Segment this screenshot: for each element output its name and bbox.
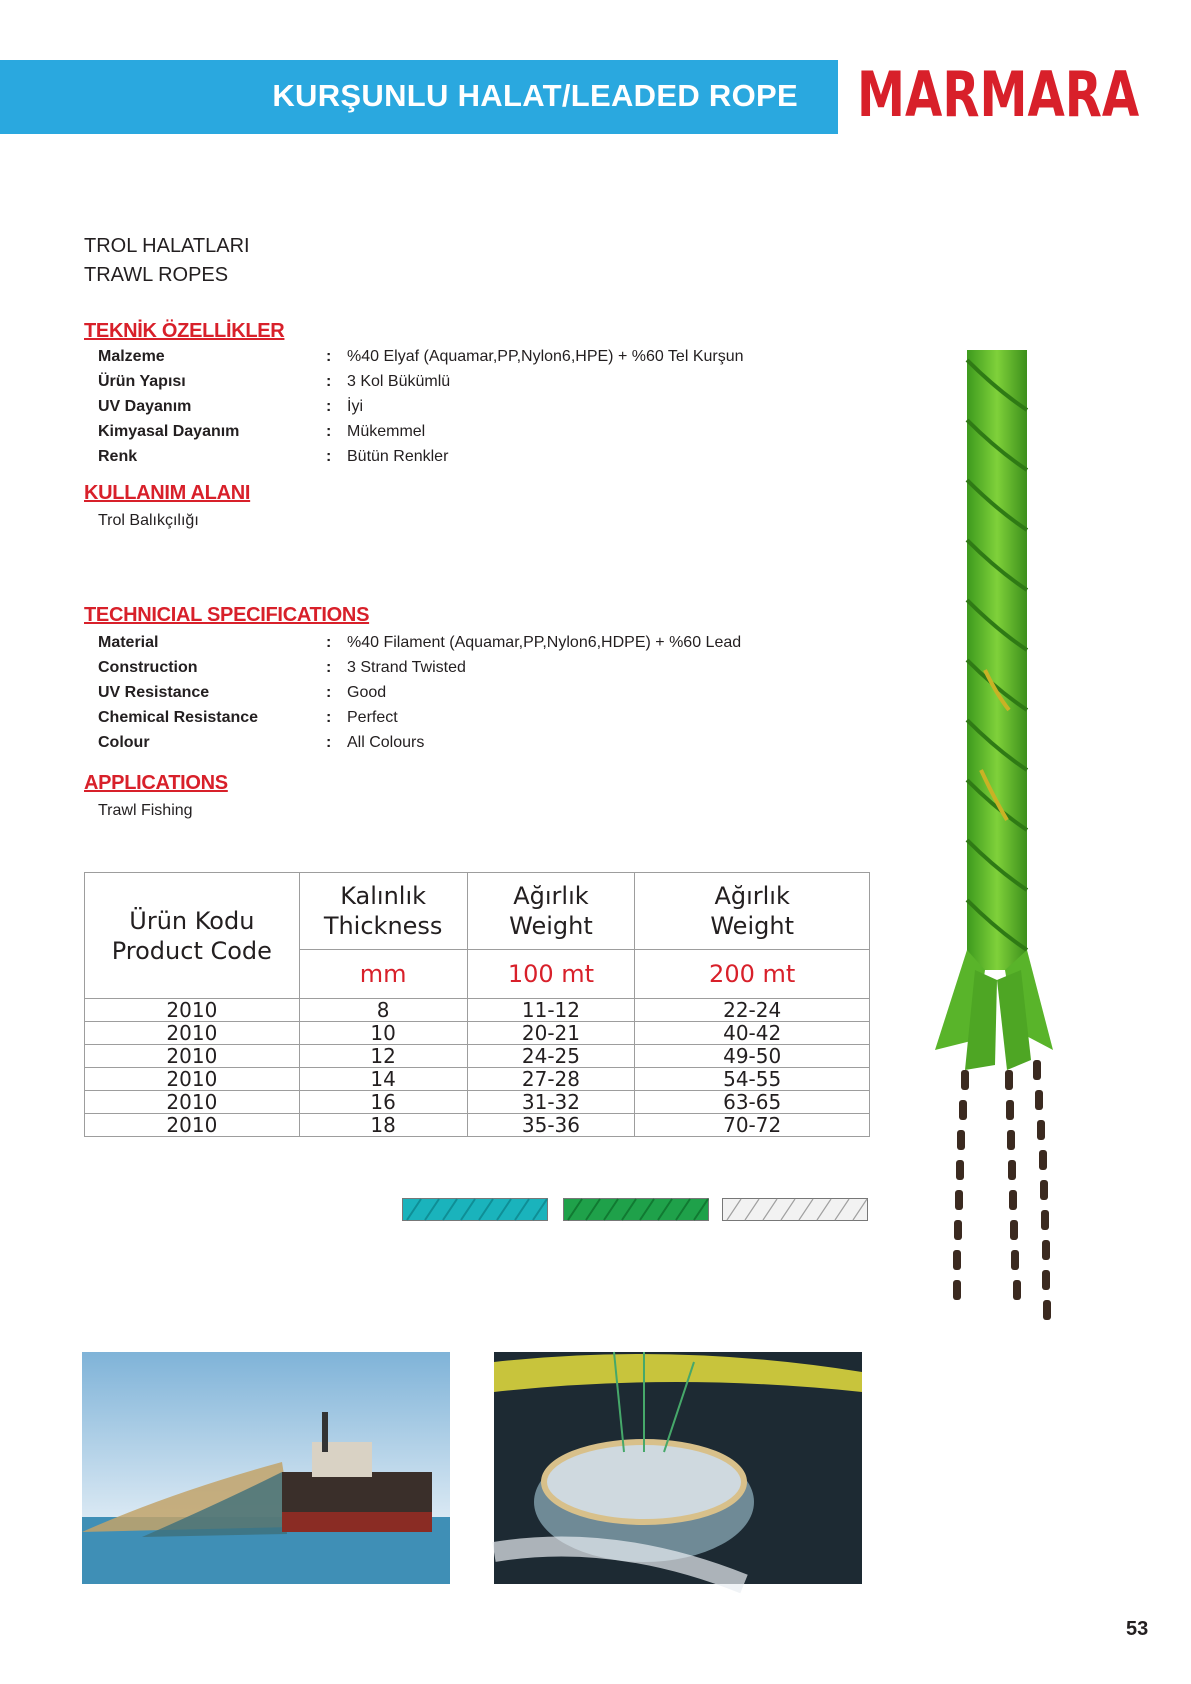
header-weight-100-en: Weight (509, 912, 593, 940)
spec-label: Material (98, 634, 159, 651)
cell-code: 2010 (85, 1091, 300, 1114)
cell-weight-100: 31-32 (467, 1091, 635, 1114)
cell-weight-200: 54-55 (635, 1068, 870, 1091)
spec-value: Mükemmel (347, 423, 426, 440)
swatch-white (722, 1198, 868, 1221)
spec-value: İyi (347, 398, 363, 415)
spec-row (98, 634, 798, 659)
spec-row (98, 398, 798, 423)
rope-swatch-green-icon (564, 1199, 708, 1220)
spec-label: Chemical Resistance (98, 709, 259, 726)
cell-weight-100: 35-36 (467, 1114, 635, 1137)
spec-colon: : (326, 709, 332, 726)
spec-colon: : (326, 423, 332, 440)
spec-value: 3 Kol Bükümlü (347, 373, 451, 390)
spec-colon: : (326, 348, 332, 365)
cell-thickness: 12 (299, 1045, 467, 1068)
header-weight-100-tr: Ağırlık (513, 882, 589, 910)
cell-weight-100: 11-12 (467, 999, 635, 1022)
spec-row (98, 659, 798, 684)
spec-label: Construction (98, 659, 198, 676)
cell-thickness: 8 (299, 999, 467, 1022)
page-title: KURŞUNLU HALAT/LEADED ROPE (272, 78, 798, 113)
spec-value: %40 Elyaf (Aquamar,PP,Nylon6,HPE) + %60 Tel Kurşun (347, 348, 744, 365)
spec-label: Colour (98, 734, 150, 751)
unit-weight-200: 200 mt (635, 950, 870, 999)
table-row (85, 999, 870, 1022)
spec-row (98, 734, 798, 759)
product-table (84, 872, 870, 1137)
unit-thickness: mm (299, 950, 467, 999)
tr-usage-text: Trol Balıkçılığı (98, 512, 199, 529)
tr-specs-title: TEKNİK ÖZELLİKLER (84, 320, 285, 342)
svg-text:MARMARA: MARMARA (857, 59, 1140, 132)
header-weight-200 (635, 873, 870, 950)
en-specs-title: TECHNICIAL SPECIFICATIONS (84, 604, 370, 626)
cell-thickness: 14 (299, 1068, 467, 1091)
spec-label: UV Dayanım (98, 398, 192, 415)
spec-colon: : (326, 659, 332, 676)
page-number: 53 (1126, 1618, 1149, 1640)
spec-colon: : (326, 398, 332, 415)
spec-colon: : (326, 634, 332, 651)
cell-weight-200: 63-65 (635, 1091, 870, 1114)
cell-weight-200: 22-24 (635, 999, 870, 1022)
marmara-logo-icon (857, 59, 1141, 132)
spec-label: Malzeme (98, 348, 165, 365)
en-usage-title: APPLICATIONS (84, 772, 228, 794)
rope-image (935, 350, 1095, 1365)
spec-label: Renk (98, 448, 138, 465)
cell-weight-200: 49-50 (635, 1045, 870, 1068)
cell-weight-100: 27-28 (467, 1068, 635, 1091)
cell-weight-100: 24-25 (467, 1045, 635, 1068)
table-row (85, 1022, 870, 1045)
cell-thickness: 10 (299, 1022, 467, 1045)
table-row (85, 1114, 870, 1137)
spec-colon: : (326, 373, 332, 390)
spec-row (98, 684, 798, 709)
spec-value: All Colours (347, 734, 425, 751)
spec-colon: : (326, 684, 332, 701)
spec-colon: : (326, 448, 332, 465)
header-code-tr: Ürün Kodu (129, 906, 255, 935)
cell-weight-200: 40-42 (635, 1022, 870, 1045)
spec-row (98, 373, 798, 398)
cell-weight-200: 70-72 (635, 1114, 870, 1137)
swatch-green (563, 1198, 709, 1221)
spec-value: Bütün Renkler (347, 448, 449, 465)
header-thickness-en: Thickness (323, 912, 443, 940)
cell-weight-100: 20-21 (467, 1022, 635, 1045)
cell-code: 2010 (85, 1045, 300, 1068)
table-row (85, 1068, 870, 1091)
tr-usage-title: KULLANIM ALANI (84, 482, 251, 504)
brand-logo (857, 59, 1141, 134)
fish-net-photo (494, 1352, 862, 1584)
spec-value: Good (347, 684, 387, 701)
spec-label: Kimyasal Dayanım (98, 423, 240, 440)
spec-row (98, 348, 798, 373)
spec-row (98, 448, 798, 473)
rope-swatch-white-icon (723, 1199, 867, 1220)
cell-code: 2010 (85, 1022, 300, 1045)
spec-label: UV Resistance (98, 684, 210, 701)
header-code-en: Product Code (111, 936, 272, 965)
cell-thickness: 16 (299, 1091, 467, 1114)
header-weight-100 (467, 873, 635, 950)
subtitle-en: TRAWL ROPES (84, 264, 229, 286)
en-usage-text: Trawl Fishing (98, 802, 193, 819)
spec-value: 3 Strand Twisted (347, 659, 466, 676)
spec-row (98, 423, 798, 448)
table-row (85, 1091, 870, 1114)
leaded-rope-icon (935, 350, 1095, 1360)
fishing-boat-icon (82, 1352, 450, 1584)
cell-code: 2010 (85, 1068, 300, 1091)
swatch-turquoise (402, 1198, 548, 1221)
header-thickness (299, 873, 467, 950)
cell-code: 2010 (85, 1114, 300, 1137)
fish-basket-icon (494, 1352, 862, 1584)
trawler-photo (82, 1352, 450, 1584)
header-thickness-tr: Kalınlık (340, 882, 427, 910)
table-row (85, 1045, 870, 1068)
spec-label: Ürün Yapısı (98, 373, 186, 390)
header-weight-200-en: Weight (710, 912, 794, 940)
en-specs-list (98, 634, 798, 759)
header-product-code (85, 873, 300, 999)
tr-specs-list (98, 348, 798, 473)
header-weight-200-tr: Ağırlık (714, 882, 790, 910)
spec-colon: : (326, 734, 332, 751)
unit-weight-100: 100 mt (467, 950, 635, 999)
spec-value: %40 Filament (Aquamar,PP,Nylon6,HDPE) + %60 Lead (347, 634, 742, 651)
header-bar (0, 60, 838, 134)
rope-swatch-turquoise-icon (403, 1199, 547, 1220)
cell-code: 2010 (85, 999, 300, 1022)
subtitle-tr: TROL HALATLARI (84, 235, 250, 257)
cell-thickness: 18 (299, 1114, 467, 1137)
spec-value: Perfect (347, 709, 398, 726)
spec-row (98, 709, 798, 734)
